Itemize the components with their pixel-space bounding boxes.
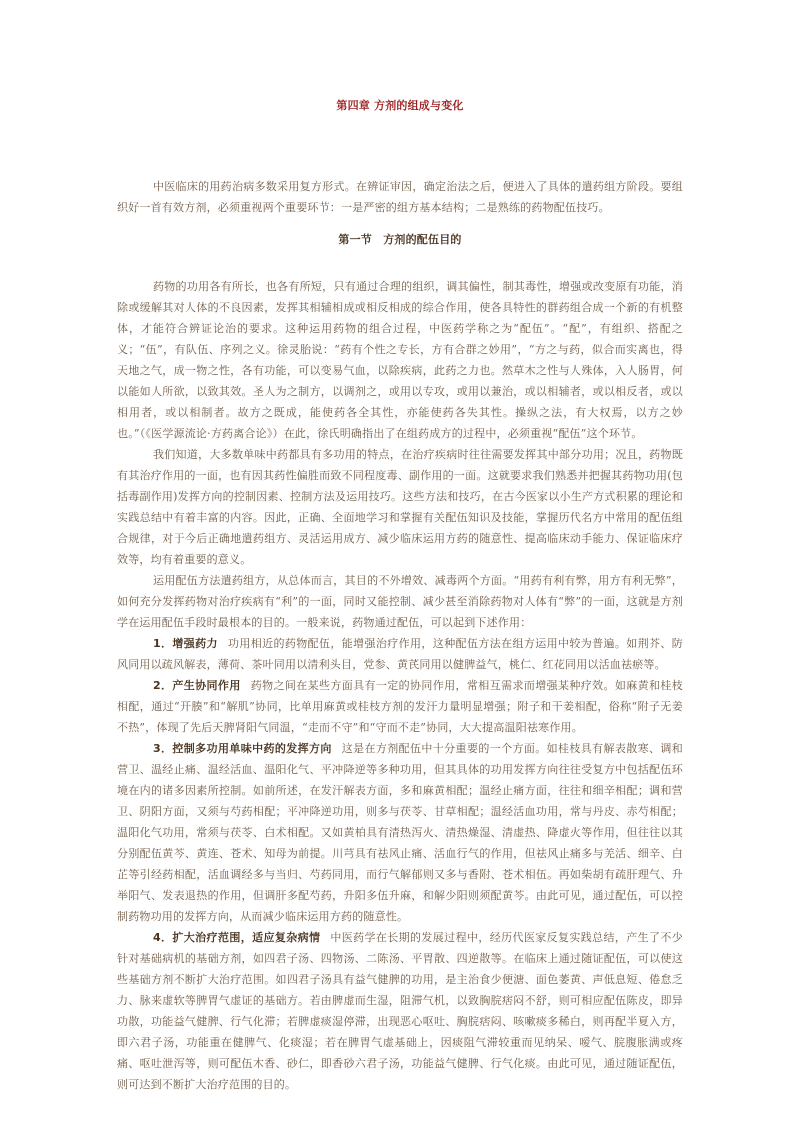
intro-paragraph: 中医临床的用药治病多数采用复方形式。在辨证审因，确定治法之后，便进入了具体的遣药组方阶段。要组织好一首有效方剂，必须重视两个重要环节：一是严密的组方基本结构；二是熟练的药物配伍技巧。 <box>117 180 683 214</box>
list-item-body: 药物之间在某些方面具有一定的协同作用，常相互需求而增强某种疗效。如麻黄和桂枝相配，通过“开腠”和“解肌”协同，比单用麻黄或桂枝方剂的发汗力量明显增强；附子和干姜相配，俗称“附子无姜不热”，体现了先后天脾肾阳气同温，“走而不守”和“守而不走”协同，大大提高温阳祛寒作用。 <box>117 679 683 734</box>
list-item <box>117 633 683 675</box>
list-item-heading: 2．产生协同作用 <box>153 679 241 692</box>
body-paragraph: 运用配伍方法遣药组方，从总体而言，其目的不外增效、减毒两个方面。“用药有利有弊，用方有利无弊”，如何充分发挥药物对治疗疾病有“利”的一面，同时又能控制、减少甚至消除药物对人体有“弊”的一面，这就是方剂学在运用配伍手段时最根本的目的。一般来说，药物通过配伍，可以起到下述作用： <box>117 574 683 629</box>
list-item-heading: 3．控制多功用单味中药的发挥方向 <box>153 742 332 755</box>
list-item-body: 这是在方剂配伍中十分重要的一个方面。如桂枝具有解表散寒、调和营卫、温经止痛、温经活血、温阳化气、平冲降逆等多种功用，但其具体的功用发挥方向往往受复方中包括配伍环境在内的诸多因素所控制。如前所述，在发汗解表方面，多和麻黄相配；温经止痛方面，往往和细辛相配；调和营卫、阴阳方面，又须与芍药相配；平冲降逆功用，则多与茯苓、甘草相配；温经活血功用，常与丹皮、赤芍相配；温阳化气功用，常须与茯苓、白术相配。又如黄柏具有清热泻火、清热燥湿、清虚热、降虚火等作用，但往往以其分别配伍黄芩、黄连、苍术、知母为前提。川芎具有祛风止痛、活血行气的作用，但祛风止痛多与羌活、细辛、白芷等引经药相配，活血调经多与当归、芍药同用，而行气解郁则又多与香附、苍术相伍。再如柴胡有疏肝理气、升举阳气、发表退热的作用，但调肝多配芍药，升阳多伍升麻，和解少阳则须配黄芩。由此可见，通过配伍，可以控制药物功用的发挥方向，从而减少临床运用方药的随意性。 <box>117 742 683 923</box>
body-paragraph: 我们知道，大多数单味中药都具有多功用的特点，在治疗疾病时往往需要发挥其中部分功用；况且，药物既有其治疗作用的一面，也有因其药性偏胜而致不同程度毒、副作用的一面。这就要求我们熟悉并把握其药物功用(包括毒副作用)发挥方向的控制因素、控制方法及运用技巧。这些方法和技巧，在古今医家以小生产方式积累的理论和实践总结中有着丰富的内容。因此，正确、全面地学习和掌握有关配伍知识及技能，掌握历代名方中常用的配伍组合规律，对于今后正确地遣药组方、灵活运用成方、减少临床运用方药的随意性、提高临床动手能力、保证临床疗效等，均有着重要的意义。 <box>117 448 683 566</box>
list-item-heading: 4．扩大治疗范围，适应复杂病情 <box>153 931 321 944</box>
body-paragraph: 药物的功用各有所长，也各有所短，只有通过合理的组织，调其偏性，制其毒性，增强或改变原有功能，消除或缓解其对人体的不良因素，发挥其相辅相成或相反相成的综合作用，使各具特性的群药组合成一个新的有机整体，才能符合辨证论治的要求。这种运用药物的组合过程，中医药学称之为“配伍”。“配”，有组织、搭配之义；“伍”，有队伍、序列之义。徐灵胎说：“药有个性之专长，方有合群之妙用”，“方之与药，似合而实离也，得天地之气，成一物之性，各有功能，可以变易气血，以除疾病，此药之力也。然草木之性与人殊体，入人肠胃，何以能如人所欲，以致其效。圣人为之制方，以调剂之，或用以专攻，或用以兼治，或以相辅者，或以相反者，或以相用者，或以相制者。故方之既成，能使药各全其性，亦能使药各失其性。操纵之法，有大权焉，以方之妙也。”（《医学源流论·方药离合论》）在此，徐氏明确指出了在组药成方的过程中，必须重视“配伍”这个环节。 <box>117 280 683 440</box>
list-item <box>117 675 683 738</box>
section-title: 第一节 方剂的配伍目的 <box>338 233 462 246</box>
chapter-title: 第四章 方剂的组成与变化 <box>336 99 464 112</box>
document-page <box>117 98 683 1095</box>
list-item-body: 中医药学在长期的发展过程中，经历代医家反复实践总结，产生了不少针对基础病机的基础方剂，如四君子汤、四物汤、二陈汤、平胃散、四逆散等。在临床上通过随证配伍，可以使这些基础方剂不断扩大治疗范围。如四君子汤具有益气健脾的功用，是主治食少便溏、面色萎黄、声低息短、倦怠乏力、脉来虚软等脾胃气虚证的基础方。若由脾虚而生湿，阻滞气机，以致胸脘痞闷不舒，则可相应配伍陈皮，即异功散，功能益气健脾、行气化滞；若脾虚痰湿停滞，出现恶心呕吐、胸脘痞闷、咳嗽痰多稀白，则再配半夏入方，即六君子汤，功能重在健脾气、化痰湿；若在脾胃气虚基础上，因痰阻气滞较重而见纳呆、嗳气、脘腹胀满或疼痛、呕吐泄泻等，则可配伍木香、砂仁，即香砂六君子汤，功能益气健脾、行气化痰。由此可见，通过随证配伍，则可达到不断扩大治疗范围的目的。 <box>117 931 683 1091</box>
list-item-body: 功用相近的药物配伍，能增强治疗作用，这种配伍方法在组方运用中较为普遍。如荆芥、防风同用以疏风解表，薄荷、茶叶同用以清利头目，党参、黄芪同用以健脾益气，桃仁、红花同用以活血祛瘀等。 <box>117 637 684 671</box>
list-item <box>117 738 683 927</box>
list-item <box>117 927 683 1095</box>
list-item-heading: 1．增强药力 <box>153 637 218 650</box>
